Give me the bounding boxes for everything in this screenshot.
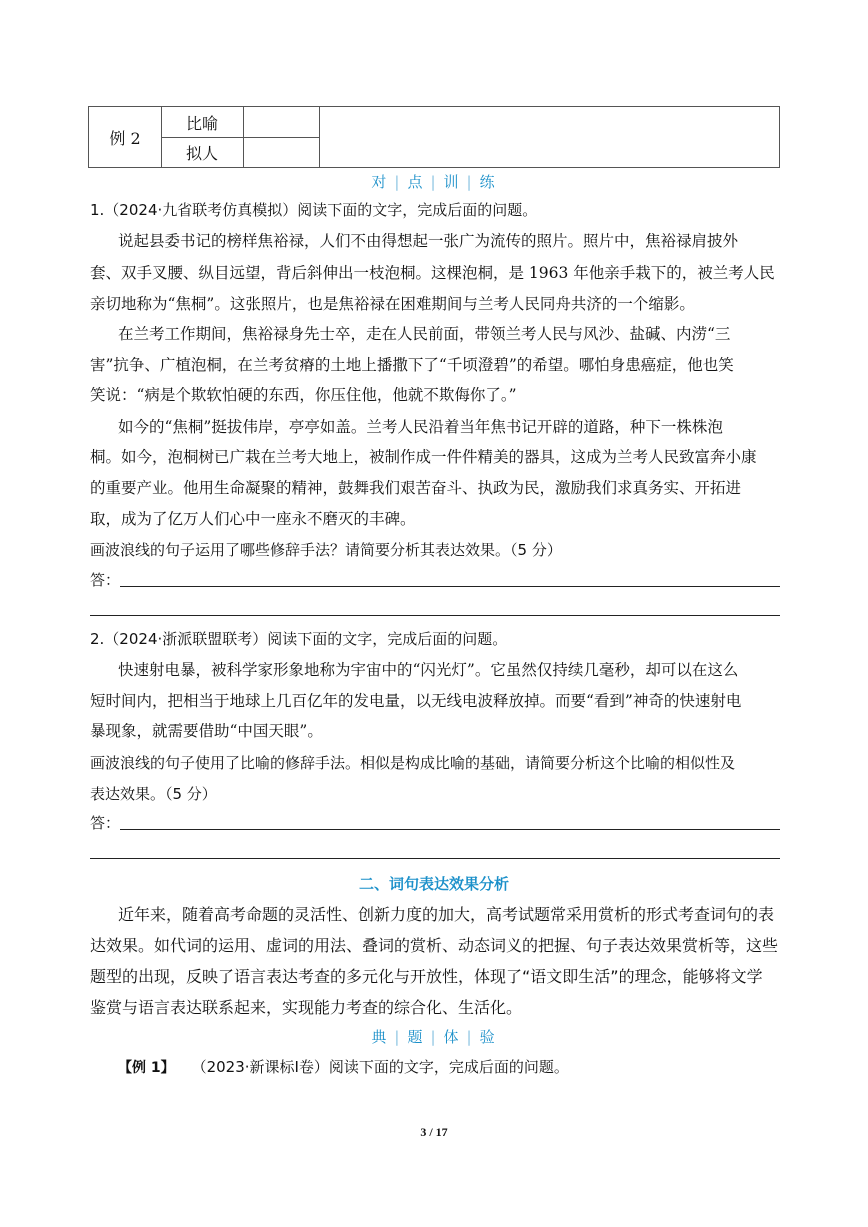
answer-line[interactable] [120, 829, 780, 830]
example-text: （2023·新课标Ⅰ卷）阅读下面的文字，完成后面的问题。 [191, 1058, 569, 1076]
paragraph-line: 达效果。如代词的运用、虚词的用法、叠词的赏析、动态词义的把握、句子表达效果赏析等，这些 [90, 936, 779, 955]
paragraph-line: 亲切地称为“焦桐”。这张照片，也是焦裕禄在困难期间与兰考人民同舟共济的一个缩影。 [90, 295, 695, 313]
answer-label: 答： [90, 814, 121, 832]
table-cell-empty [243, 107, 320, 167]
paragraph-line: 桐。如今，泡桐树已广栽在兰考大地上，被制作成一件件精美的器具，这成为兰考人民致富奔小康 [90, 448, 757, 466]
page-number: 3 / 17 [420, 1125, 448, 1139]
paragraph-line: 害”抗争、广植泡桐，在兰考贫瘠的土地上播撒下了“千顷澄碧”的希望。哪怕身患癌症，他也笑 [90, 356, 734, 374]
table-cell-metaphor: 比喻 [161, 107, 244, 138]
example-1-line [118, 1056, 569, 1077]
question-2-prompt: 画波浪线的句子使用了比喻的修辞手法。相似是构成比喻的基础，请简要分析这个比喻的相似性及 [90, 754, 736, 772]
paragraph-line: 暴现象，就需要借助“中国天眼”。 [90, 722, 323, 740]
answer-line[interactable] [90, 615, 780, 616]
question-1-header: 1.（2024·九省联考仿真模拟）阅读下面的文字，完成后面的问题。 [90, 201, 538, 219]
paragraph-line: 在兰考工作期间，焦裕禄身先士卒，走在人民前面，带领兰考人民与风沙、盐碱、内涝“三 [118, 325, 731, 343]
paragraph-line: 题型的出现，反映了语言表达考查的多元化与开放性，体现了“语文即生活”的理念，能够将文学 [90, 967, 763, 986]
table-cell-personification: 拟人 [161, 137, 244, 167]
section-title-examples: 典 | 题 | 体 | 验 [371, 1028, 497, 1046]
table-row-label: 例 2 [89, 107, 162, 167]
paragraph-line: 套、双手叉腰、纵目远望，背后斜伸出一枝泡桐。这棵泡桐，是 1963 年他亲手栽下的，被兰考人民 [90, 264, 775, 282]
paragraph-line: 的重要产业。他用生命凝聚的精神，鼓舞我们艰苦奋斗、执政为民，激励我们求真务实、开拓进 [90, 479, 742, 497]
paragraph-line: 如今的“焦桐”挺拔伟岸，亭亭如盖。兰考人民沿着当年焦书记开辟的道路，种下一株株泡 [118, 418, 723, 436]
question-1-prompt: 画波浪线的句子运用了哪些修辞手法？请简要分析其表达效果。（5 分） [90, 541, 562, 559]
paragraph-line: 近年来，随着高考命题的灵活性、创新力度的加大，高考试题常采用赏析的形式考查词句的表 [118, 905, 775, 924]
paragraph-line: 快速射电暴，被科学家形象地称为宇宙中的“闪光灯”。它虽然仅持续几毫秒，却可以在这么 [118, 661, 739, 679]
paragraph-line: 取，成为了亿万人们心中一座永不磨灭的丰碑。 [90, 510, 416, 528]
question-2-prompt: 表达效果。（5 分） [90, 785, 217, 803]
example-table [88, 106, 780, 168]
section-heading: 二、词句表达效果分析 [358, 875, 509, 893]
answer-line[interactable] [90, 858, 780, 859]
paragraph-line: 鉴赏与语言表达联系起来，实现能力考查的综合化、生活化。 [90, 998, 523, 1017]
section-title-practice: 对 | 点 | 训 | 练 [371, 173, 497, 191]
paragraph-line: 短时间内，把相当于地球上几百亿年的发电量，以无线电波释放掉。而要“看到”神奇的快速射电 [90, 692, 742, 710]
example-tag: 【例 1】 [118, 1060, 175, 1076]
question-2-header: 2.（2024·浙派联盟联考）阅读下面的文字，完成后面的问题。 [90, 630, 508, 648]
paragraph-line: 说起县委书记的榜样焦裕禄，人们不由得想起一张广为流传的照片。照片中，焦裕禄肩披外 [118, 232, 739, 250]
answer-line[interactable] [120, 586, 780, 587]
answer-label: 答： [90, 571, 121, 589]
paragraph-line: 笑说：“病是个欺软怕硬的东西，你压住他，他就不欺侮你了。” [90, 386, 517, 404]
